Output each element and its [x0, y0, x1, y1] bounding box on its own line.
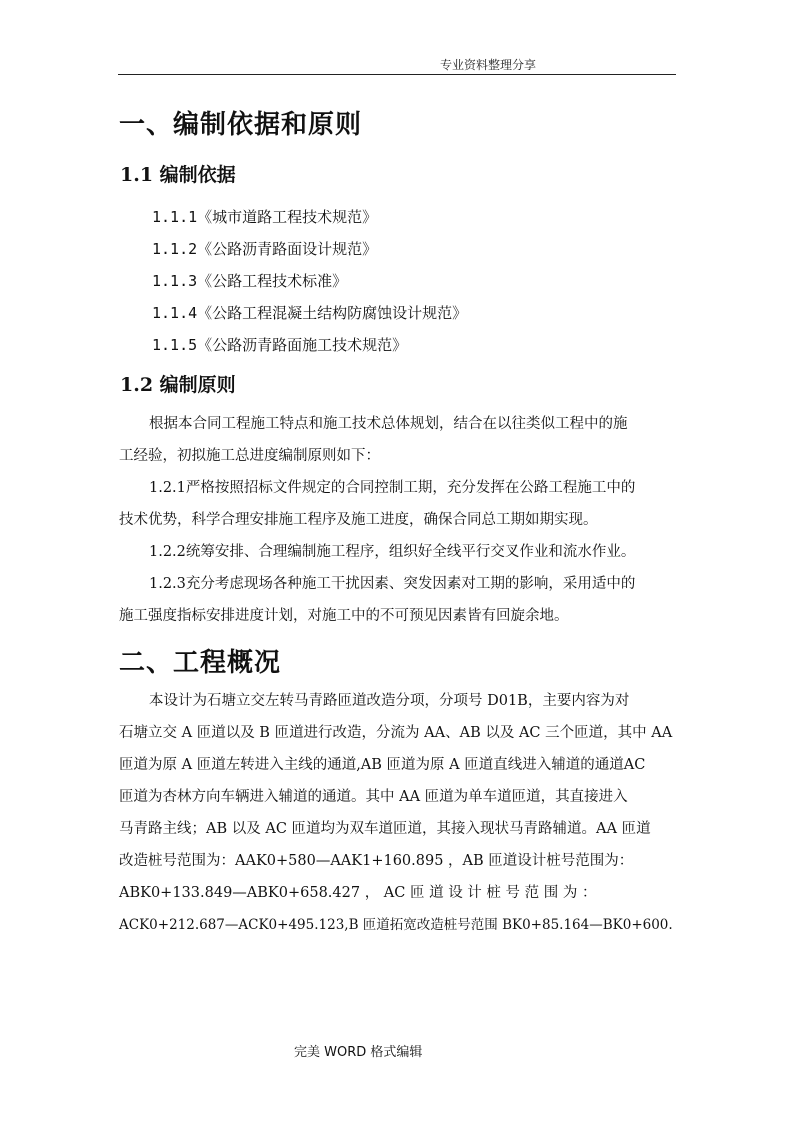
principles-paragraph	[119, 408, 675, 632]
page-footer-text: 完美 WORD 格式编辑	[294, 1045, 423, 1060]
paragraph-line: ABK0+133.849—ABK0+658.427 ， AC 匝 道 设 计 桩 号 范 围 为 ：	[119, 885, 597, 901]
section-2-heading: 二、工程概况	[119, 648, 282, 678]
paragraph-line: 匝道为原 A 匝道左转进入主线的通道,AB 匝道为原 A 匝道直线进入辅道的通道AC	[119, 757, 646, 773]
reference-item: 1.1.1《城市道路工程技术规范》	[152, 208, 378, 226]
paragraph-line: 马青路主线；AB 以及 AC 匝道均为双车道匝道，其接入现状马青路辅道。AA 匝道	[119, 821, 651, 837]
paragraph-line: 匝道为杏林方向车辆进入辅道的通道。其中 AA 匝道为单车道匝道，其直接进入	[119, 789, 628, 805]
paragraph-line: 工经验，初拟施工总进度编制原则如下：	[119, 448, 380, 464]
reference-item: 1.1.5《公路沥青路面施工技术规范》	[152, 336, 408, 354]
page-header-text: 专业资料整理分享	[440, 58, 537, 72]
paragraph-line: 石塘立交 A 匝道以及 B 匝道进行改造，分流为 AA、AB 以及 AC 三个匝道，其中 AA	[119, 725, 673, 741]
paragraph-line: 1.2.1严格按照招标文件规定的合同控制工期，充分发挥在公路工程施工中的	[149, 480, 636, 496]
paragraph-line: 技术优势，科学合理安排施工程序及施工进度，确保合同总工期如期实现。	[119, 512, 598, 528]
paragraph-line: 本设计为石塘立交左转马青路匝道改造分项，分项号 D01B，主要内容为对	[149, 693, 630, 709]
paragraph-line: 根据本合同工程施工特点和施工技术总体规划，结合在以往类似工程中的施	[149, 416, 628, 432]
reference-item: 1.1.3《公路工程技术标准》	[152, 272, 348, 290]
reference-item: 1.1.4《公路工程混凝土结构防腐蚀设计规范》	[152, 304, 468, 322]
paragraph-line: 1.2.3充分考虑现场各种施工干扰因素、突发因素对工期的影响，采用适中的	[149, 576, 636, 592]
reference-item: 1.1.2《公路沥青路面设计规范》	[152, 240, 378, 258]
paragraph-line: 改造桩号范围为：AAK0+580—AAK1+160.895 ，AB 匝道设计桩号范围为：	[119, 853, 634, 869]
subsection-1-1-heading: 1.1 编制依据	[120, 164, 236, 186]
header-divider	[118, 74, 676, 75]
subsection-1-2-heading: 1.2 编制原则	[120, 374, 236, 396]
section-1-heading: 一、编制依据和原则	[119, 110, 363, 140]
paragraph-line: 1.2.2统筹安排、合理编制施工程序，组织好全线平行交叉作业和流水作业。	[149, 544, 636, 560]
paragraph-line: ACK0+212.687—ACK0+495.123,B 匝道拓宽改造桩号范围 BK0+85.164—BK0+600.	[119, 917, 673, 933]
paragraph-line: 施工强度指标安排进度计划，对施工中的不可预见因素皆有回旋余地。	[119, 608, 569, 624]
overview-paragraph	[119, 685, 675, 941]
